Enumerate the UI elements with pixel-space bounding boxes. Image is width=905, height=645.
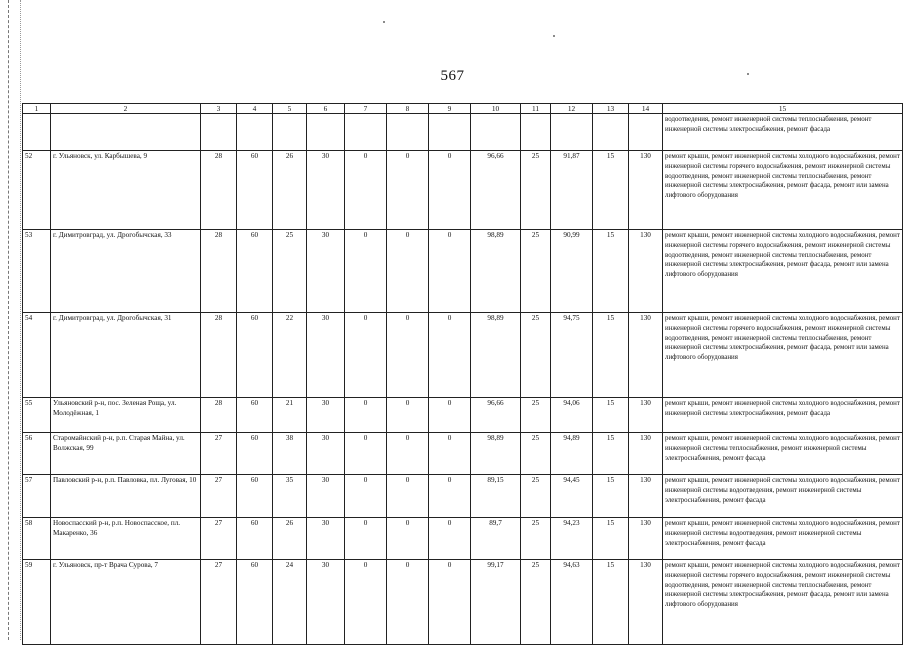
works-cell: ремонт крыши, ремонт инженерной системы холодного водоснабжения, ремонт инженерной системы горячего водоснабжения, ремонт инженерной системы водоотведения, ремонт инженерной системы теплоснабжения, ремонт инженерной системы электроснабжения, ремонт фасада, ремонт или замена лифтового оборудования [663, 151, 903, 230]
cell [387, 114, 429, 151]
row-number: 52 [23, 151, 51, 230]
value-cell-c5: 35 [273, 475, 307, 518]
value-cell-c10: 96,66 [471, 398, 521, 433]
address-cell: г. Димитровград, ул. Дрогобычская, 33 [51, 230, 201, 313]
value-cell-c9: 0 [429, 518, 471, 560]
value-cell-c14: 130 [629, 230, 663, 313]
value-cell-c11: 25 [521, 313, 551, 398]
works-cell: водоотведения, ремонт инженерной системы теплоснабжения, ремонт инженерной системы электроснабжения, ремонт фасада [663, 114, 903, 151]
column-number-5: 5 [273, 104, 307, 114]
cell [345, 114, 387, 151]
column-number-10: 10 [471, 104, 521, 114]
table-row [23, 433, 903, 475]
column-number-9: 9 [429, 104, 471, 114]
table-row [23, 560, 903, 645]
row-number: 55 [23, 398, 51, 433]
value-cell-c7: 0 [345, 313, 387, 398]
row-number: 56 [23, 433, 51, 475]
value-cell-c14: 130 [629, 151, 663, 230]
value-cell-c7: 0 [345, 151, 387, 230]
value-cell-c11: 25 [521, 433, 551, 475]
works-cell: ремонт крыши, ремонт инженерной системы холодного водоснабжения, ремонт инженерной системы водоотведения, ремонт инженерной системы электроснабжения, ремонт фасада [663, 475, 903, 518]
value-cell-c9: 0 [429, 560, 471, 645]
column-number-11: 11 [521, 104, 551, 114]
value-cell-c10: 98,89 [471, 230, 521, 313]
scan-speck [553, 35, 555, 37]
value-cell-c12: 94,06 [551, 398, 593, 433]
cell [51, 114, 201, 151]
value-cell-c4: 60 [237, 151, 273, 230]
cell [307, 114, 345, 151]
value-cell-c6: 30 [307, 151, 345, 230]
value-cell-c9: 0 [429, 475, 471, 518]
binding-margin-line [8, 0, 9, 640]
value-cell-c6: 30 [307, 475, 345, 518]
address-cell: Новоспасский р-н, р.п. Новоспасское, пл. Макаренко, 36 [51, 518, 201, 560]
table-row [23, 518, 903, 560]
address-cell: г. Димитровград, ул. Дрогобычская, 31 [51, 313, 201, 398]
value-cell-c5: 24 [273, 560, 307, 645]
value-cell-c10: 98,89 [471, 433, 521, 475]
value-cell-c10: 99,17 [471, 560, 521, 645]
value-cell-c6: 30 [307, 313, 345, 398]
value-cell-c7: 0 [345, 433, 387, 475]
column-number-7: 7 [345, 104, 387, 114]
value-cell-c5: 25 [273, 230, 307, 313]
row-number: 54 [23, 313, 51, 398]
value-cell-c13: 15 [593, 518, 629, 560]
value-cell-c3: 28 [201, 230, 237, 313]
value-cell-c8: 0 [387, 518, 429, 560]
value-cell-c7: 0 [345, 560, 387, 645]
value-cell-c12: 94,89 [551, 433, 593, 475]
page-number: 567 [440, 68, 465, 84]
cell [237, 114, 273, 151]
value-cell-c12: 91,87 [551, 151, 593, 230]
binding-margin-line-inner [20, 0, 21, 640]
column-number-6: 6 [307, 104, 345, 114]
value-cell-c8: 0 [387, 398, 429, 433]
value-cell-c8: 0 [387, 433, 429, 475]
works-cell: ремонт крыши, ремонт инженерной системы холодного водоснабжения, ремонт инженерной системы горячего водоснабжения, ремонт инженерной системы водоотведения, ремонт инженерной системы теплоснабжения, ремонт инженерной системы электроснабжения, ремонт фасада, ремонт или замена лифтового оборудования [663, 313, 903, 398]
address-cell: Павловский р-н, р.п. Павловка, пл. Луговая, 10 [51, 475, 201, 518]
works-cell: ремонт крыши, ремонт инженерной системы холодного водоснабжения, ремонт инженерной системы горячего водоснабжения, ремонт инженерной системы водоотведения, ремонт инженерной системы теплоснабжения, ремонт инженерной системы электроснабжения, ремонт фасада, ремонт или замена лифтового оборудования [663, 560, 903, 645]
value-cell-c4: 60 [237, 518, 273, 560]
column-number-14: 14 [629, 104, 663, 114]
table-row [23, 313, 903, 398]
cell [201, 114, 237, 151]
table-row [23, 151, 903, 230]
value-cell-c12: 94,63 [551, 560, 593, 645]
value-cell-c4: 60 [237, 560, 273, 645]
value-cell-c14: 130 [629, 475, 663, 518]
value-cell-c10: 96,66 [471, 151, 521, 230]
value-cell-c12: 94,23 [551, 518, 593, 560]
value-cell-c13: 15 [593, 398, 629, 433]
value-cell-c8: 0 [387, 313, 429, 398]
value-cell-c4: 60 [237, 230, 273, 313]
cell [273, 114, 307, 151]
column-number-4: 4 [237, 104, 273, 114]
scan-speck [383, 21, 385, 23]
value-cell-c9: 0 [429, 313, 471, 398]
cell [593, 114, 629, 151]
value-cell-c6: 30 [307, 518, 345, 560]
address-cell: г. Ульяновск, пр-т Врача Сурова, 7 [51, 560, 201, 645]
value-cell-c14: 130 [629, 433, 663, 475]
address-cell: Старомайнский р-н, р.п. Старая Майна, ул. Волжская, 99 [51, 433, 201, 475]
column-number-13: 13 [593, 104, 629, 114]
value-cell-c12: 94,75 [551, 313, 593, 398]
column-number-8: 8 [387, 104, 429, 114]
value-cell-c11: 25 [521, 518, 551, 560]
value-cell-c14: 130 [629, 518, 663, 560]
value-cell-c13: 15 [593, 433, 629, 475]
value-cell-c7: 0 [345, 398, 387, 433]
value-cell-c14: 130 [629, 560, 663, 645]
value-cell-c4: 60 [237, 398, 273, 433]
value-cell-c4: 60 [237, 475, 273, 518]
value-cell-c6: 30 [307, 433, 345, 475]
cell [429, 114, 471, 151]
value-cell-c6: 30 [307, 398, 345, 433]
value-cell-c14: 130 [629, 313, 663, 398]
works-cell: ремонт крыши, ремонт инженерной системы холодного водоснабжения, ремонт инженерной системы горячего водоснабжения, ремонт инженерной системы водоотведения, ремонт инженерной системы теплоснабжения, ремонт инженерной системы электроснабжения, ремонт фасада, ремонт или замена лифтового оборудования [663, 230, 903, 313]
value-cell-c3: 28 [201, 151, 237, 230]
value-cell-c5: 26 [273, 151, 307, 230]
row-number: 59 [23, 560, 51, 645]
address-cell: Ульяновский р-н, пос. Зеленая Роща, ул. Молодёжная, 1 [51, 398, 201, 433]
works-cell: ремонт крыши, ремонт инженерной системы холодного водоснабжения, ремонт инженерной системы теплоснабжения, ремонт инженерной системы электроснабжения, ремонт фасада [663, 433, 903, 475]
value-cell-c11: 25 [521, 475, 551, 518]
value-cell-c5: 21 [273, 398, 307, 433]
value-cell-c9: 0 [429, 433, 471, 475]
value-cell-c13: 15 [593, 560, 629, 645]
cell [521, 114, 551, 151]
value-cell-c8: 0 [387, 475, 429, 518]
cell [629, 114, 663, 151]
address-cell: г. Ульяновск, ул. Карбышева, 9 [51, 151, 201, 230]
column-number-15: 15 [663, 104, 903, 114]
value-cell-c3: 27 [201, 433, 237, 475]
column-number-3: 3 [201, 104, 237, 114]
value-cell-c7: 0 [345, 518, 387, 560]
value-cell-c11: 25 [521, 398, 551, 433]
value-cell-c3: 28 [201, 398, 237, 433]
table-row [23, 398, 903, 433]
value-cell-c14: 130 [629, 398, 663, 433]
value-cell-c5: 22 [273, 313, 307, 398]
value-cell-c4: 60 [237, 433, 273, 475]
value-cell-c13: 15 [593, 313, 629, 398]
value-cell-c4: 60 [237, 313, 273, 398]
housing-repair-table [22, 103, 903, 645]
value-cell-c8: 0 [387, 230, 429, 313]
value-cell-c10: 89,15 [471, 475, 521, 518]
value-cell-c12: 94,45 [551, 475, 593, 518]
cell [23, 114, 51, 151]
value-cell-c13: 15 [593, 475, 629, 518]
works-cell: ремонт крыши, ремонт инженерной системы холодного водоснабжения, ремонт инженерной системы водоотведения, ремонт инженерной системы электроснабжения, ремонт фасада [663, 518, 903, 560]
value-cell-c5: 26 [273, 518, 307, 560]
value-cell-c8: 0 [387, 151, 429, 230]
row-number: 53 [23, 230, 51, 313]
value-cell-c7: 0 [345, 230, 387, 313]
value-cell-c6: 30 [307, 560, 345, 645]
value-cell-c5: 38 [273, 433, 307, 475]
column-number-2: 2 [51, 104, 201, 114]
value-cell-c9: 0 [429, 398, 471, 433]
value-cell-c11: 25 [521, 560, 551, 645]
value-cell-c3: 28 [201, 313, 237, 398]
value-cell-c11: 25 [521, 230, 551, 313]
column-number-1: 1 [23, 104, 51, 114]
value-cell-c13: 15 [593, 230, 629, 313]
row-number: 58 [23, 518, 51, 560]
value-cell-c3: 27 [201, 518, 237, 560]
cell [551, 114, 593, 151]
value-cell-c3: 27 [201, 475, 237, 518]
value-cell-c3: 27 [201, 560, 237, 645]
column-number-12: 12 [551, 104, 593, 114]
cell [471, 114, 521, 151]
value-cell-c8: 0 [387, 560, 429, 645]
value-cell-c13: 15 [593, 151, 629, 230]
value-cell-c7: 0 [345, 475, 387, 518]
value-cell-c10: 89,7 [471, 518, 521, 560]
value-cell-c9: 0 [429, 151, 471, 230]
value-cell-c6: 30 [307, 230, 345, 313]
row-number: 57 [23, 475, 51, 518]
value-cell-c10: 98,89 [471, 313, 521, 398]
table-row [23, 230, 903, 313]
table-row [23, 475, 903, 518]
works-cell: ремонт крыши, ремонт инженерной системы холодного водоснабжения, ремонт инженерной системы электроснабжения, ремонт фасада [663, 398, 903, 433]
value-cell-c9: 0 [429, 230, 471, 313]
value-cell-c12: 90,99 [551, 230, 593, 313]
continuation-row [23, 114, 903, 151]
value-cell-c11: 25 [521, 151, 551, 230]
column-number-row [23, 104, 903, 114]
